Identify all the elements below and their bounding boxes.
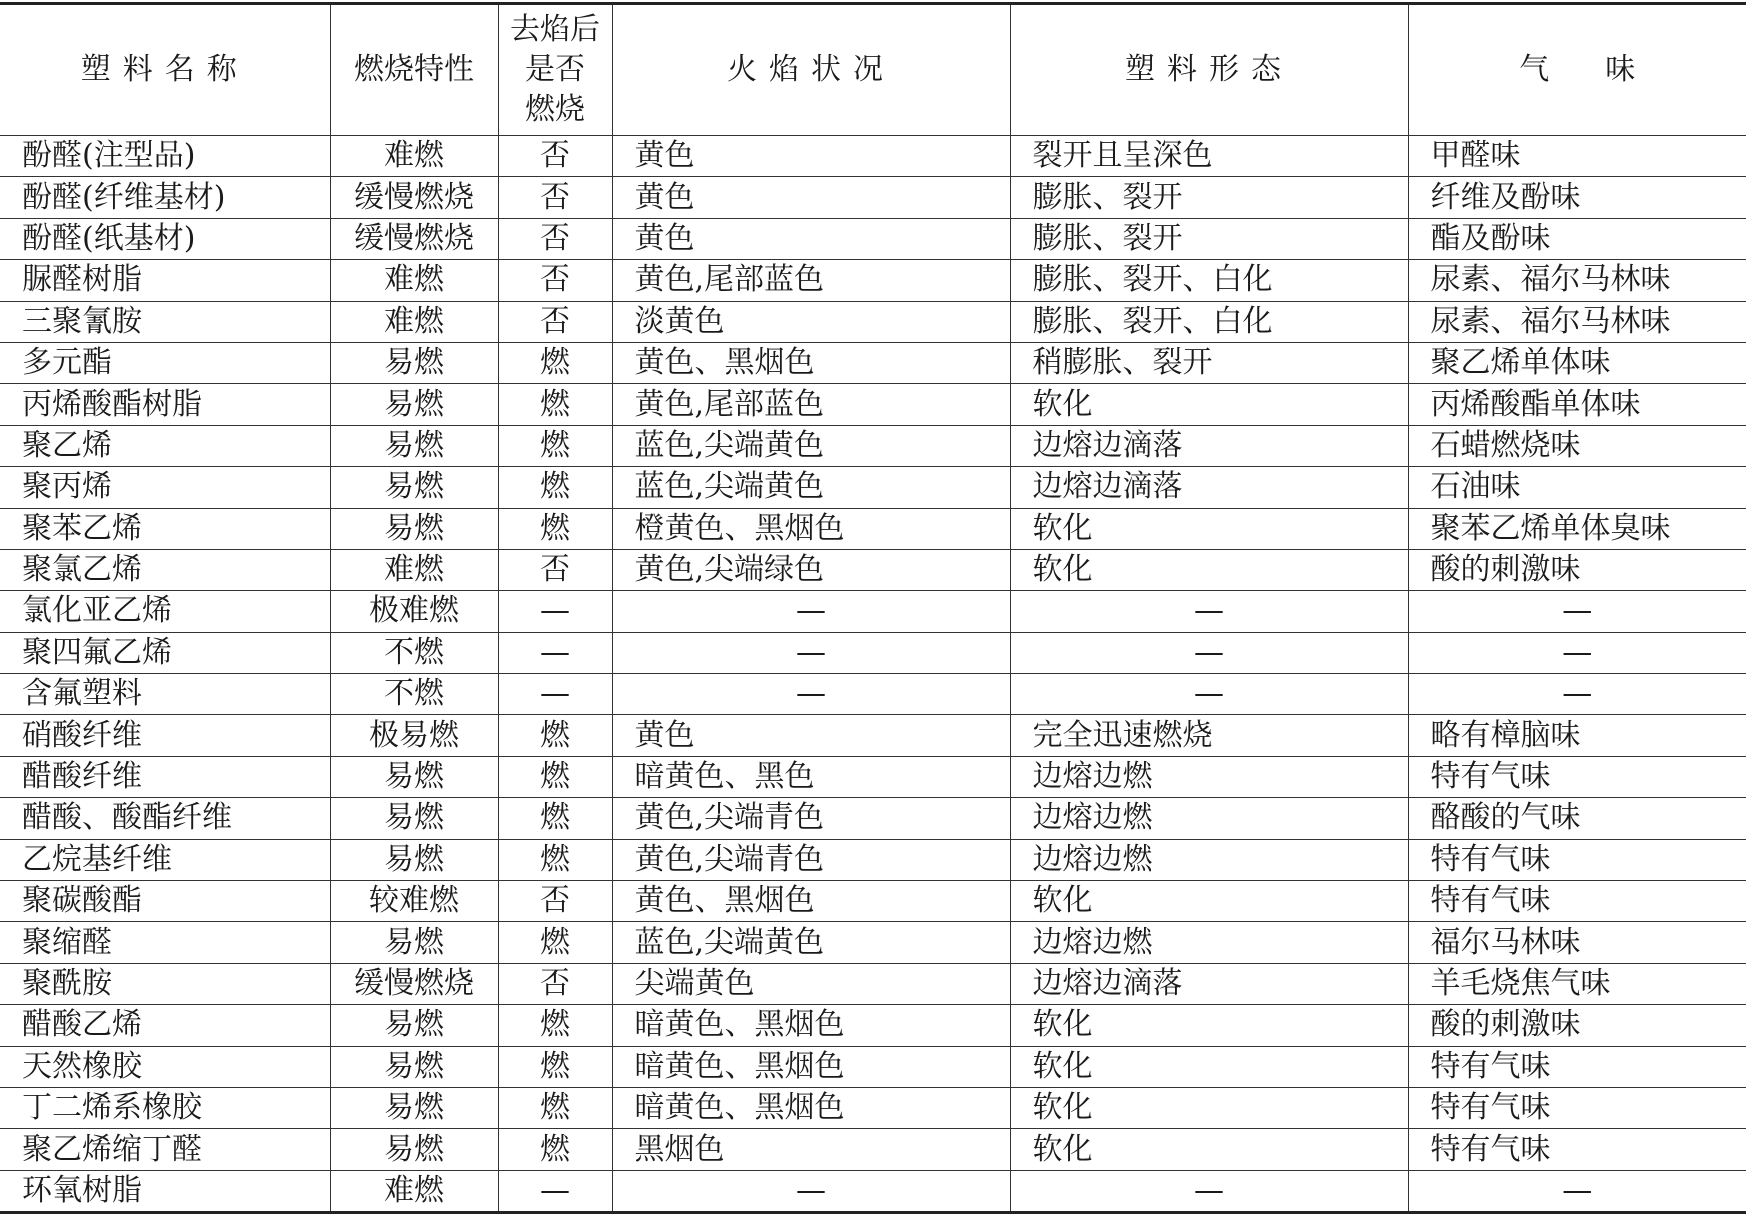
cell-burning-property: 易燃 xyxy=(330,1129,498,1170)
cell-flame-condition: 黄色,尾部蓝色 xyxy=(612,384,1010,425)
header-plastic-form: 塑料形态 xyxy=(1010,4,1408,136)
cell-plastic-name: 酚醛(注型品) xyxy=(0,136,330,177)
table-row xyxy=(0,136,1746,177)
cell-plastic-form: 膨胀、裂开、白化 xyxy=(1010,301,1408,342)
header-self-extinguish-line1: 去焰后 xyxy=(510,12,600,47)
cell-burning-property: 易燃 xyxy=(330,425,498,466)
cell-burning-property: 难燃 xyxy=(330,136,498,177)
cell-self-extinguish: 燃 xyxy=(498,839,612,880)
cell-self-extinguish: — xyxy=(498,674,612,715)
cell-burning-property: 易燃 xyxy=(330,508,498,549)
cell-plastic-form: — xyxy=(1010,591,1408,632)
cell-self-extinguish: 燃 xyxy=(498,922,612,963)
header-smell: 气味 xyxy=(1408,4,1746,136)
cell-flame-condition: 黄色,尖端青色 xyxy=(612,839,1010,880)
cell-flame-condition: 黑烟色 xyxy=(612,1129,1010,1170)
table-row xyxy=(0,839,1746,880)
plastic-burning-table xyxy=(0,2,1746,1214)
cell-burning-property: 较难燃 xyxy=(330,881,498,922)
header-row xyxy=(0,4,1746,136)
cell-plastic-name: 丁二烯系橡胶 xyxy=(0,1087,330,1128)
cell-flame-condition: 黄色、黑烟色 xyxy=(612,342,1010,383)
header-self-extinguish-line2: 是否 xyxy=(525,52,585,87)
cell-plastic-name: 聚乙烯缩丁醛 xyxy=(0,1129,330,1170)
cell-plastic-form: — xyxy=(1010,1170,1408,1212)
cell-self-extinguish: — xyxy=(498,591,612,632)
cell-smell: 聚乙烯单体味 xyxy=(1408,342,1746,383)
cell-burning-property: 不燃 xyxy=(330,674,498,715)
cell-self-extinguish: 燃 xyxy=(498,1005,612,1046)
cell-burning-property: 易燃 xyxy=(330,384,498,425)
cell-flame-condition: 蓝色,尖端黄色 xyxy=(612,467,1010,508)
cell-smell: 酪酸的气味 xyxy=(1408,798,1746,839)
cell-smell: 羊毛烧焦气味 xyxy=(1408,963,1746,1004)
cell-self-extinguish: — xyxy=(498,632,612,673)
cell-burning-property: 易燃 xyxy=(330,342,498,383)
cell-flame-condition: — xyxy=(612,1170,1010,1212)
cell-plastic-name: 环氧树脂 xyxy=(0,1170,330,1212)
cell-smell: 石油味 xyxy=(1408,467,1746,508)
cell-plastic-name: 醋酸、酸酯纤维 xyxy=(0,798,330,839)
cell-smell: 丙烯酸酯单体味 xyxy=(1408,384,1746,425)
cell-flame-condition: 暗黄色、黑烟色 xyxy=(612,1087,1010,1128)
cell-smell: 特有气味 xyxy=(1408,756,1746,797)
cell-flame-condition: 蓝色,尖端黄色 xyxy=(612,425,1010,466)
table-row xyxy=(0,591,1746,632)
cell-smell: 特有气味 xyxy=(1408,1046,1746,1087)
table-row xyxy=(0,467,1746,508)
cell-smell: 酸的刺激味 xyxy=(1408,1005,1746,1046)
cell-plastic-form: 软化 xyxy=(1010,508,1408,549)
cell-flame-condition: — xyxy=(612,632,1010,673)
cell-self-extinguish: 燃 xyxy=(498,1129,612,1170)
cell-plastic-form: 膨胀、裂开、白化 xyxy=(1010,260,1408,301)
cell-plastic-form: — xyxy=(1010,632,1408,673)
table-row xyxy=(0,177,1746,218)
cell-smell: 酯及酚味 xyxy=(1408,218,1746,259)
header-plastic-name: 塑料名称 xyxy=(0,4,330,136)
cell-smell: — xyxy=(1408,1170,1746,1212)
cell-flame-condition: — xyxy=(612,591,1010,632)
table-row xyxy=(0,674,1746,715)
cell-self-extinguish: 燃 xyxy=(498,342,612,383)
table-row xyxy=(0,632,1746,673)
cell-burning-property: 极难燃 xyxy=(330,591,498,632)
cell-flame-condition: 黄色,尾部蓝色 xyxy=(612,260,1010,301)
table-row xyxy=(0,508,1746,549)
cell-smell: 聚苯乙烯单体臭味 xyxy=(1408,508,1746,549)
cell-plastic-form: 稍膨胀、裂开 xyxy=(1010,342,1408,383)
cell-smell: — xyxy=(1408,674,1746,715)
cell-plastic-name: 硝酸纤维 xyxy=(0,715,330,756)
cell-flame-condition: 黄色 xyxy=(612,218,1010,259)
table-row xyxy=(0,260,1746,301)
cell-self-extinguish: — xyxy=(498,1170,612,1212)
cell-plastic-name: 脲醛树脂 xyxy=(0,260,330,301)
cell-burning-property: 缓慢燃烧 xyxy=(330,218,498,259)
cell-plastic-name: 天然橡胶 xyxy=(0,1046,330,1087)
cell-smell: 福尔马林味 xyxy=(1408,922,1746,963)
cell-self-extinguish: 否 xyxy=(498,549,612,590)
table-row xyxy=(0,384,1746,425)
cell-plastic-form: 软化 xyxy=(1010,1005,1408,1046)
cell-smell: 特有气味 xyxy=(1408,839,1746,880)
cell-burning-property: 难燃 xyxy=(330,549,498,590)
cell-plastic-form: 膨胀、裂开 xyxy=(1010,177,1408,218)
cell-self-extinguish: 否 xyxy=(498,881,612,922)
table-row xyxy=(0,1087,1746,1128)
cell-plastic-form: — xyxy=(1010,674,1408,715)
table-row xyxy=(0,549,1746,590)
cell-plastic-name: 多元酯 xyxy=(0,342,330,383)
cell-burning-property: 易燃 xyxy=(330,922,498,963)
cell-smell: 特有气味 xyxy=(1408,1129,1746,1170)
cell-self-extinguish: 否 xyxy=(498,177,612,218)
table-row xyxy=(0,1005,1746,1046)
cell-plastic-form: 边熔边滴落 xyxy=(1010,425,1408,466)
header-self-extinguish xyxy=(498,4,612,136)
table-row xyxy=(0,218,1746,259)
cell-smell: 尿素、福尔马林味 xyxy=(1408,301,1746,342)
cell-self-extinguish: 燃 xyxy=(498,756,612,797)
header-flame-condition: 火焰状况 xyxy=(612,4,1010,136)
cell-smell: 甲醛味 xyxy=(1408,136,1746,177)
cell-plastic-form: 裂开且呈深色 xyxy=(1010,136,1408,177)
cell-plastic-name: 醋酸乙烯 xyxy=(0,1005,330,1046)
cell-burning-property: 易燃 xyxy=(330,756,498,797)
cell-plastic-form: 边熔边滴落 xyxy=(1010,467,1408,508)
cell-plastic-name: 聚乙烯 xyxy=(0,425,330,466)
cell-plastic-form: 边熔边燃 xyxy=(1010,922,1408,963)
cell-burning-property: 难燃 xyxy=(330,260,498,301)
cell-plastic-name: 丙烯酸酯树脂 xyxy=(0,384,330,425)
table-row xyxy=(0,342,1746,383)
cell-burning-property: 易燃 xyxy=(330,1046,498,1087)
cell-plastic-name: 聚酰胺 xyxy=(0,963,330,1004)
cell-flame-condition: 暗黄色、黑烟色 xyxy=(612,1046,1010,1087)
cell-burning-property: 缓慢燃烧 xyxy=(330,963,498,1004)
cell-flame-condition: 黄色 xyxy=(612,715,1010,756)
cell-plastic-name: 聚缩醛 xyxy=(0,922,330,963)
cell-plastic-name: 三聚氰胺 xyxy=(0,301,330,342)
cell-burning-property: 不燃 xyxy=(330,632,498,673)
cell-smell: 略有樟脑味 xyxy=(1408,715,1746,756)
cell-flame-condition: 淡黄色 xyxy=(612,301,1010,342)
cell-plastic-name: 乙烷基纤维 xyxy=(0,839,330,880)
cell-flame-condition: 蓝色,尖端黄色 xyxy=(612,922,1010,963)
cell-self-extinguish: 否 xyxy=(498,218,612,259)
cell-plastic-name: 聚碳酸酯 xyxy=(0,881,330,922)
cell-plastic-name: 醋酸纤维 xyxy=(0,756,330,797)
cell-smell: 特有气味 xyxy=(1408,1087,1746,1128)
cell-plastic-form: 完全迅速燃烧 xyxy=(1010,715,1408,756)
cell-plastic-form: 软化 xyxy=(1010,881,1408,922)
cell-plastic-name: 氯化亚乙烯 xyxy=(0,591,330,632)
cell-self-extinguish: 燃 xyxy=(498,508,612,549)
cell-self-extinguish: 燃 xyxy=(498,425,612,466)
cell-self-extinguish: 否 xyxy=(498,301,612,342)
cell-flame-condition: 黄色 xyxy=(612,177,1010,218)
cell-smell: 酸的刺激味 xyxy=(1408,549,1746,590)
cell-plastic-name: 酚醛(纸基材) xyxy=(0,218,330,259)
table-row xyxy=(0,1170,1746,1212)
cell-burning-property: 难燃 xyxy=(330,301,498,342)
cell-flame-condition: 暗黄色、黑色 xyxy=(612,756,1010,797)
cell-self-extinguish: 燃 xyxy=(498,467,612,508)
cell-plastic-name: 聚四氟乙烯 xyxy=(0,632,330,673)
table-row xyxy=(0,301,1746,342)
cell-flame-condition: 尖端黄色 xyxy=(612,963,1010,1004)
table-row xyxy=(0,922,1746,963)
table-row xyxy=(0,715,1746,756)
table-row xyxy=(0,1046,1746,1087)
header-self-extinguish-line3: 燃烧 xyxy=(525,92,585,127)
cell-self-extinguish: 否 xyxy=(498,963,612,1004)
cell-smell: — xyxy=(1408,591,1746,632)
cell-plastic-name: 聚丙烯 xyxy=(0,467,330,508)
cell-plastic-name: 聚苯乙烯 xyxy=(0,508,330,549)
cell-self-extinguish: 燃 xyxy=(498,384,612,425)
table-row xyxy=(0,756,1746,797)
cell-self-extinguish: 燃 xyxy=(498,1046,612,1087)
cell-plastic-form: 边熔边燃 xyxy=(1010,798,1408,839)
cell-self-extinguish: 否 xyxy=(498,136,612,177)
table-header xyxy=(0,4,1746,136)
cell-plastic-name: 含氟塑料 xyxy=(0,674,330,715)
cell-plastic-form: 软化 xyxy=(1010,549,1408,590)
cell-smell: 石蜡燃烧味 xyxy=(1408,425,1746,466)
cell-smell: 尿素、福尔马林味 xyxy=(1408,260,1746,301)
cell-flame-condition: 黄色,尖端青色 xyxy=(612,798,1010,839)
cell-flame-condition: 暗黄色、黑烟色 xyxy=(612,1005,1010,1046)
table-row xyxy=(0,1129,1746,1170)
cell-burning-property: 易燃 xyxy=(330,467,498,508)
cell-burning-property: 易燃 xyxy=(330,1087,498,1128)
cell-flame-condition: 橙黄色、黑烟色 xyxy=(612,508,1010,549)
cell-self-extinguish: 燃 xyxy=(498,715,612,756)
cell-plastic-form: 膨胀、裂开 xyxy=(1010,218,1408,259)
cell-plastic-name: 酚醛(纤维基材) xyxy=(0,177,330,218)
cell-plastic-form: 软化 xyxy=(1010,384,1408,425)
cell-plastic-name: 聚氯乙烯 xyxy=(0,549,330,590)
cell-flame-condition: — xyxy=(612,674,1010,715)
cell-plastic-form: 边熔边燃 xyxy=(1010,756,1408,797)
table-row xyxy=(0,881,1746,922)
cell-burning-property: 易燃 xyxy=(330,798,498,839)
cell-smell: 特有气味 xyxy=(1408,881,1746,922)
cell-burning-property: 易燃 xyxy=(330,839,498,880)
cell-plastic-form: 软化 xyxy=(1010,1087,1408,1128)
cell-burning-property: 极易燃 xyxy=(330,715,498,756)
cell-flame-condition: 黄色,尖端绿色 xyxy=(612,549,1010,590)
table-row xyxy=(0,425,1746,466)
cell-self-extinguish: 燃 xyxy=(498,798,612,839)
header-burning-property: 燃烧特性 xyxy=(330,4,498,136)
cell-self-extinguish: 否 xyxy=(498,260,612,301)
table-row xyxy=(0,963,1746,1004)
cell-smell: 纤维及酚味 xyxy=(1408,177,1746,218)
cell-burning-property: 缓慢燃烧 xyxy=(330,177,498,218)
cell-self-extinguish: 燃 xyxy=(498,1087,612,1128)
table-row xyxy=(0,798,1746,839)
cell-burning-property: 易燃 xyxy=(330,1005,498,1046)
cell-plastic-form: 边熔边滴落 xyxy=(1010,963,1408,1004)
cell-plastic-form: 边熔边燃 xyxy=(1010,839,1408,880)
cell-burning-property: 难燃 xyxy=(330,1170,498,1212)
cell-flame-condition: 黄色、黑烟色 xyxy=(612,881,1010,922)
cell-flame-condition: 黄色 xyxy=(612,136,1010,177)
cell-plastic-form: 软化 xyxy=(1010,1046,1408,1087)
table-body xyxy=(0,136,1746,1213)
cell-smell: — xyxy=(1408,632,1746,673)
cell-plastic-form: 软化 xyxy=(1010,1129,1408,1170)
